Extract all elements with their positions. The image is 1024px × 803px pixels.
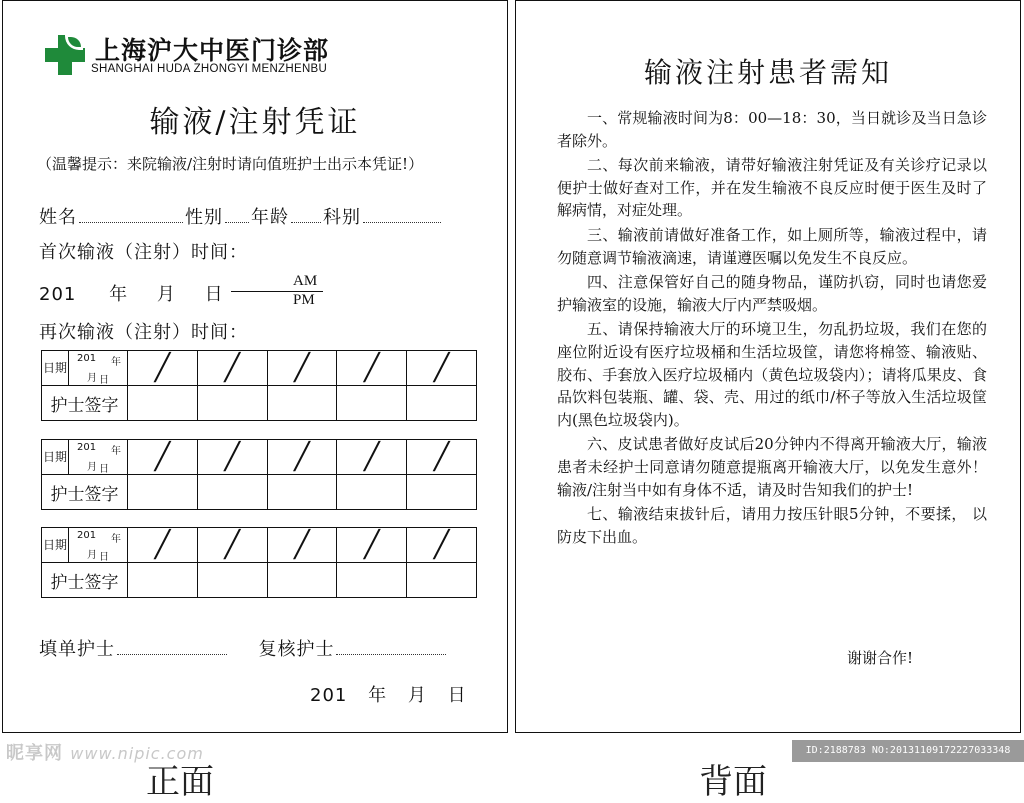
first-time-label: 首次输液（注射）时间： xyxy=(39,242,248,263)
sign-slot[interactable] xyxy=(407,475,477,510)
date-slot[interactable] xyxy=(337,351,407,386)
watermark-brand: 昵享网 xyxy=(6,743,63,764)
date-slot[interactable] xyxy=(407,440,477,475)
slash-mark: ╱ xyxy=(224,353,241,383)
fill-nurse-field[interactable] xyxy=(117,636,227,655)
slash-mark: ╱ xyxy=(224,530,241,560)
watermark-id-bar: ID:2188783 NO:20131109172227033348 xyxy=(792,740,1024,762)
clinic-name-en: SHANGHAI HUDA ZHONGYI MENZHENBU xyxy=(91,63,328,75)
notice-item-5: 五、请保持输液大厅的环境卫生，勿乱扔垃圾，我们在您的座位附近设有医疗垃圾桶和生活垃圾筐，请您将棉签、输液贴、胶布、手套放入医疗垃圾桶内（黄色垃圾袋内）；请将瓜果皮、食品饮料包装瓶、罐、袋、壳、用过的纸巾/杯子等放入生活垃圾筐内(黑色垃圾袋内)。 xyxy=(557,320,987,429)
footer-day-unit: 日 xyxy=(447,685,467,706)
footer-year-unit: 年 xyxy=(368,685,388,706)
gender-label: 性别 xyxy=(185,207,223,228)
nurse-sign-label: 护士签字 xyxy=(42,386,128,421)
sign-slot[interactable] xyxy=(337,563,407,598)
again-time-label: 再次输液（注射）时间： xyxy=(39,322,248,343)
ymd-cell[interactable]: 201 年 月 日 xyxy=(69,351,128,386)
reinfusion-table-3 xyxy=(41,527,477,598)
sign-slot[interactable] xyxy=(267,475,337,510)
voucher-title: 输液/注射凭证 xyxy=(149,105,361,140)
sign-slot[interactable] xyxy=(128,563,198,598)
first-date-year-unit: 年 xyxy=(109,284,129,305)
date-slot[interactable] xyxy=(197,528,267,563)
date-slot[interactable] xyxy=(337,528,407,563)
slash-mark: ╱ xyxy=(363,353,380,383)
slash-mark: ╱ xyxy=(154,353,171,383)
front-side-label: 正面 xyxy=(146,762,214,802)
patient-info-row xyxy=(39,203,443,229)
ymd-cell[interactable]: 201 年 月 日 xyxy=(69,440,128,475)
footer-year: 201 xyxy=(310,685,348,706)
reinfusion-table-1 xyxy=(41,350,477,421)
age-field[interactable] xyxy=(291,204,321,223)
review-nurse-field[interactable] xyxy=(336,636,446,655)
notice-item-3: 三、输液前请做好准备工作，如上厕所等，输液过程中，请勿随意调节输液滴速，请谨遵医嘱以免发生不良反应。 xyxy=(557,225,987,267)
front-side-card xyxy=(2,0,508,733)
nurse-sign-label: 护士签字 xyxy=(42,475,128,510)
notice-body xyxy=(557,107,987,550)
notice-item-2: 二、每次前来输液，请带好输液注射凭证及有关诊疗记录以便护士做好查对工作，并在发生输液不良反应时便于医生及时了解病情，对症处理。 xyxy=(557,156,987,220)
notice-item-7: 七、输液结束拔针后，请用力按压针眼5分钟，不要揉， 以防皮下出血。 xyxy=(557,505,987,546)
green-medical-cross-icon xyxy=(45,35,85,75)
date-slot[interactable] xyxy=(337,440,407,475)
slash-mark: ╱ xyxy=(363,442,380,472)
sign-slot[interactable] xyxy=(197,386,267,421)
date-label: 日期 xyxy=(42,440,69,475)
date-slot[interactable] xyxy=(407,528,477,563)
slash-mark: ╱ xyxy=(294,530,310,560)
footer-month-unit: 月 xyxy=(407,685,427,706)
sign-slot[interactable] xyxy=(197,563,267,598)
sign-slot[interactable] xyxy=(267,386,337,421)
notice-title: 输液注射患者需知 xyxy=(643,56,892,89)
date-slot[interactable] xyxy=(128,351,198,386)
slash-mark: ╱ xyxy=(294,353,310,383)
sign-slot[interactable] xyxy=(128,475,198,510)
review-nurse-label: 复核护士 xyxy=(258,639,335,660)
date-label: 日期 xyxy=(42,351,69,386)
thanks-text: 谢谢合作! xyxy=(847,649,914,667)
reminder-tip: （温馨提示：来院输液/注射时请向值班护士出示本凭证!） xyxy=(37,155,424,173)
dept-label: 科别 xyxy=(323,207,361,228)
reinfusion-table-2 xyxy=(41,439,477,510)
clinic-name-cn: 上海沪大中医门诊部 xyxy=(95,36,330,65)
first-date-row xyxy=(39,280,224,306)
slash-mark: ╱ xyxy=(433,530,450,560)
first-date-year: 201 xyxy=(39,284,77,305)
notice-item-4: 四、注意保管好自己的随身物品，谨防扒窃，同时也请您爱护输液室的设施，输液大厅内严禁吸烟。 xyxy=(557,273,987,314)
sign-slot[interactable] xyxy=(197,475,267,510)
pm-option[interactable]: PM xyxy=(293,292,315,308)
slash-mark: ╱ xyxy=(154,530,171,560)
ymd-cell[interactable]: 201 年 月 日 xyxy=(69,528,128,563)
slash-mark: ╱ xyxy=(224,442,241,472)
sign-slot[interactable] xyxy=(337,386,407,421)
sign-slot[interactable] xyxy=(407,563,477,598)
first-date-month-unit: 月 xyxy=(156,284,176,305)
sign-slot[interactable] xyxy=(337,475,407,510)
am-option[interactable]: AM xyxy=(293,273,318,289)
date-slot[interactable] xyxy=(128,440,198,475)
watermark-url: www.nipic.com xyxy=(70,744,204,763)
fill-nurse-label: 填单护士 xyxy=(39,639,115,660)
gender-field[interactable] xyxy=(225,204,249,223)
sign-slot[interactable] xyxy=(407,386,477,421)
back-side-card xyxy=(515,0,1021,733)
date-slot[interactable] xyxy=(267,528,337,563)
date-slot[interactable] xyxy=(197,351,267,386)
date-label: 日期 xyxy=(42,528,69,563)
nurse-sign-label: 护士签字 xyxy=(42,563,128,598)
name-field[interactable] xyxy=(79,204,183,223)
date-slot[interactable] xyxy=(267,440,337,475)
sign-slot[interactable] xyxy=(267,563,337,598)
nurse-signature-row xyxy=(39,635,448,661)
slash-mark: ╱ xyxy=(294,442,310,472)
notice-item-6: 六、皮试患者做好皮试后20分钟内不得离开输液大厅，输液患者未经护士同意请勿随意提瓶离开输液大厅，以免发生意外！输液/注射当中如有身体不适，请及时告知我们的护士! xyxy=(557,435,987,499)
date-slot[interactable] xyxy=(407,351,477,386)
name-label: 姓名 xyxy=(39,207,77,228)
slash-mark: ╱ xyxy=(433,353,450,383)
back-side-label: 背面 xyxy=(699,762,767,802)
age-label: 年龄 xyxy=(251,207,289,228)
slash-mark: ╱ xyxy=(154,442,171,472)
date-slot[interactable] xyxy=(197,440,267,475)
notice-item-1: 一、常规输液时间为8：00—18：30，当日就诊及当日急诊者除外。 xyxy=(557,109,987,150)
sign-slot[interactable] xyxy=(128,386,198,421)
slash-mark: ╱ xyxy=(363,530,380,560)
footer-date xyxy=(310,681,467,707)
dept-field[interactable] xyxy=(363,204,441,223)
date-slot[interactable] xyxy=(267,351,337,386)
date-slot[interactable] xyxy=(128,528,198,563)
first-date-day-unit: 日 xyxy=(204,284,224,305)
slash-mark: ╱ xyxy=(433,442,450,472)
